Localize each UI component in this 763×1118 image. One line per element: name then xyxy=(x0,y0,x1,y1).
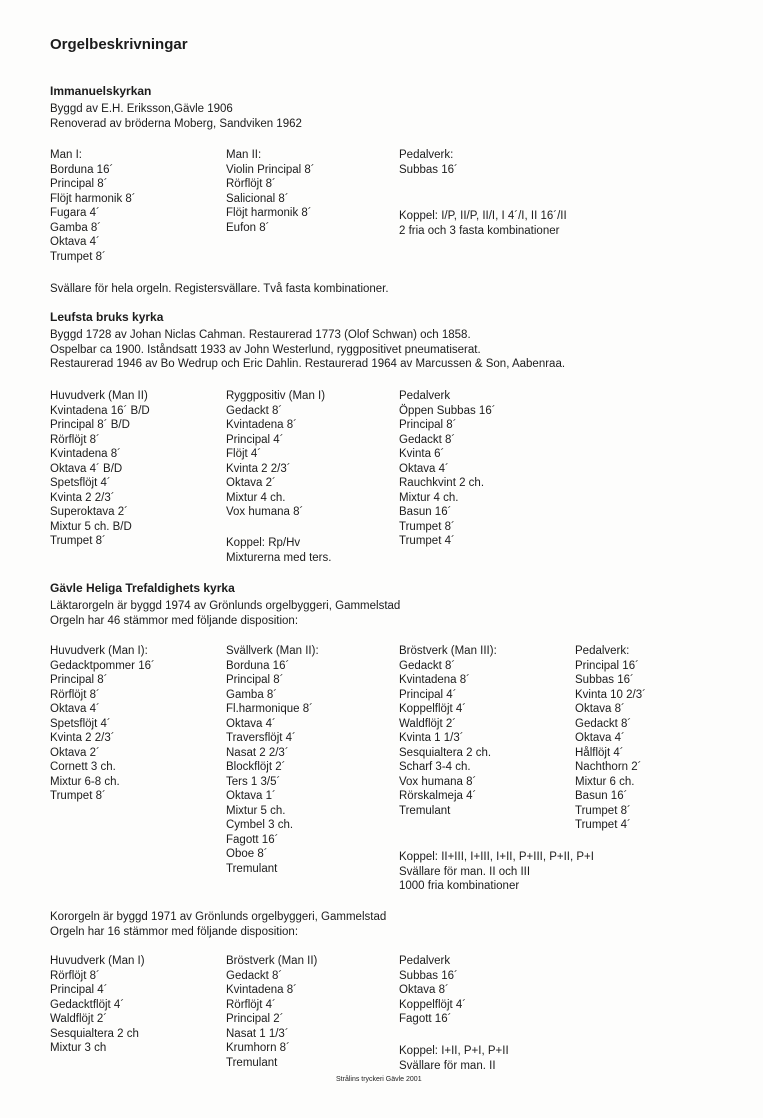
stop-item: Krumhorn 8´ xyxy=(226,1042,290,1054)
stop-item: Oktava 4´ B/D xyxy=(50,462,123,475)
stop-item: Trumpet 4´ xyxy=(575,819,631,831)
stop-item: Kvintadena 16´ B/D xyxy=(50,404,150,417)
gavle-pedal-list xyxy=(575,644,646,833)
stop-item: Basun 16´ xyxy=(399,506,452,518)
stop-item: Superoktava 2´ xyxy=(50,506,128,518)
stop-item: Hålflöjt 4´ xyxy=(575,746,624,759)
stop-item: Trumpet 8´ xyxy=(50,250,106,263)
stop-item: Mixtur 6 ch. xyxy=(575,775,635,788)
stop-item: Borduna 16´ xyxy=(226,659,290,672)
stop-item: Huvudverk (Man II) xyxy=(50,390,148,402)
text-line: Koppel: I+II, P+I, P+II xyxy=(399,1045,509,1057)
stop-item: Mixtur 4 ch. xyxy=(226,491,286,504)
stop-item: Rörflöjt 4´ xyxy=(226,998,276,1011)
stop-item: Principal 8´ xyxy=(50,674,108,686)
stop-item: Fl.harmonique 8´ xyxy=(226,703,313,715)
stop-item: Oktava 8´ xyxy=(399,984,449,996)
leufsta-coupler-info xyxy=(226,536,331,565)
gavle-intro xyxy=(50,599,400,628)
stop-item: Gedackt 8´ xyxy=(575,717,632,730)
stop-item: Gamba 8´ xyxy=(226,688,278,701)
text-line: Koppel: Rp/Hv xyxy=(226,537,301,549)
stop-item: Kvinta 2 2/3´ xyxy=(50,491,115,504)
text-line: Läktarorgeln är byggd 1974 av Grönlunds orgelbyggeri, Gammelstad xyxy=(50,600,401,612)
text-line: Orgeln har 46 stämmor med följande disposition: xyxy=(50,614,299,627)
stop-item: Trumpet 8´ xyxy=(575,804,631,817)
stop-item: Svällverk (Man II): xyxy=(226,645,319,657)
immanuel-man1-list xyxy=(50,148,136,264)
stop-item: Ryggpositiv (Man I) xyxy=(226,390,326,402)
stop-item: Fagott 16´ xyxy=(226,833,279,846)
stop-item: Tremulant xyxy=(226,1056,278,1069)
text-line: Orgeln har 16 stämmor med följande disposition: xyxy=(50,925,299,938)
stop-item: Öppen Subbas 16´ xyxy=(399,404,496,417)
stop-item: Oktava 1´ xyxy=(226,790,276,802)
stop-item: Mixtur 5 ch. xyxy=(226,804,286,817)
stop-item: Kvinta 6´ xyxy=(399,448,445,460)
stop-item: Kvinta 10 2/3´ xyxy=(575,688,646,701)
gavle-coupler-info xyxy=(399,850,594,894)
stop-item: Bröstverk (Man II) xyxy=(226,955,318,967)
stop-item: Traversflöjt 4´ xyxy=(226,732,296,744)
stop-item: Pedalverk xyxy=(399,390,451,402)
leufsta-pedal-list xyxy=(399,389,496,549)
stop-item: Gedacktpommer 16´ xyxy=(50,659,155,672)
stop-item: Gedacktflöjt 4´ xyxy=(50,998,125,1011)
text-line: Svällare för man. II xyxy=(399,1059,496,1072)
stop-item: Fagott 16´ xyxy=(399,1013,452,1025)
stop-item: Oktava 2´ xyxy=(226,477,276,489)
stop-item: Principal 4´ xyxy=(226,433,284,446)
kororgel-pedal-list xyxy=(399,954,466,1027)
text-line: Ospelbar ca 1900. Iståndsatt 1933 av John Westerlund, ryggpositivet pneumatiserat. xyxy=(50,343,481,356)
stop-item: Oktava 4´ xyxy=(50,703,100,715)
stop-item: Man II: xyxy=(226,149,262,161)
stop-item: Cymbel 3 ch. xyxy=(226,819,294,831)
stop-item: Huvudverk (Man I) xyxy=(50,955,145,967)
stop-item: Oktava 2´ xyxy=(50,746,100,759)
stop-item: Subbas 16´ xyxy=(399,163,458,176)
text-line: Svällare för man. II och III xyxy=(399,865,531,878)
text-line: Byggd 1728 av Johan Niclas Cahman. Restaurerad 1773 (Olof Schwan) och 1858. xyxy=(50,329,471,341)
stop-item: Rörflöjt 8´ xyxy=(50,969,100,982)
section-heading-gavle: Gävle Heliga Trefaldighets kyrka xyxy=(50,581,235,595)
stop-item: Eufon 8´ xyxy=(226,221,270,234)
stop-item: Rörflöjt 8´ xyxy=(50,688,100,701)
stop-item: Waldflöjt 2´ xyxy=(50,1013,108,1025)
kororgel-intro xyxy=(50,910,386,939)
stop-item: Principal 4´ xyxy=(399,688,457,701)
stop-item: Huvudverk (Man I): xyxy=(50,645,148,657)
text-line: Kororgeln är byggd 1971 av Grönlunds orgelbyggeri, Gammelstad xyxy=(50,911,387,923)
stop-item: Trumpet 8´ xyxy=(399,520,455,533)
stop-item: Principal 4´ xyxy=(50,984,108,996)
stop-item: Principal 2´ xyxy=(226,1013,284,1025)
stop-item: Rauchkvint 2 ch. xyxy=(399,477,485,489)
text-line: 2 fria och 3 fasta kombinationer xyxy=(399,224,560,237)
stop-item: Principal 8´ xyxy=(399,419,457,431)
text-line: Koppel: I/P, II/P, II/I, I 4´/I, II 16´/II xyxy=(399,210,567,222)
stop-item: Oktava 4´ xyxy=(226,717,276,730)
page-title: Orgelbeskrivningar xyxy=(50,36,188,53)
stop-item: Kvintadena 8´ xyxy=(50,448,121,460)
section-heading-immanuel: Immanuelskyrkan xyxy=(50,84,152,98)
kororgel-brostverk-list xyxy=(226,954,317,1070)
stop-item: Subbas 16´ xyxy=(575,674,634,686)
stop-item: Nasat 1 1/3´ xyxy=(226,1027,289,1040)
stop-item: Trumpet 4´ xyxy=(399,535,455,547)
stop-item: Gedackt 8´ xyxy=(226,969,283,982)
stop-item: Koppelflöjt 4´ xyxy=(399,703,467,715)
stop-item: Mixtur 6-8 ch. xyxy=(50,775,120,788)
stop-item: Mixtur 5 ch. B/D xyxy=(50,520,132,533)
stop-item: Gedackt 8´ xyxy=(399,433,456,446)
gavle-svallverk-list xyxy=(226,644,319,876)
stop-item: Pedalverk: xyxy=(575,645,630,657)
gavle-brostverk-list xyxy=(399,644,497,818)
leufsta-ryggpositiv-list xyxy=(226,389,325,520)
stop-item: Oktava 4´ xyxy=(575,732,625,744)
stop-item: Cornett 3 ch. xyxy=(50,761,116,773)
immanuel-man2-list xyxy=(226,148,315,235)
stop-item: Sesquialtera 2 ch xyxy=(50,1027,139,1040)
text-line: Koppel: II+III, I+III, I+II, P+III, P+II, P+I xyxy=(399,851,594,863)
stop-item: Kvinta 2 2/3´ xyxy=(50,732,115,744)
stop-item: Tremulant xyxy=(399,804,451,817)
stop-item: Nachthorn 2´ xyxy=(575,761,642,773)
stop-item: Gedackt 8´ xyxy=(399,659,456,672)
stop-item: Nasat 2 2/3´ xyxy=(226,746,289,759)
stop-item: Violin Principal 8´ xyxy=(226,163,315,176)
stop-item: Spetsflöjt 4´ xyxy=(50,717,111,730)
stop-item: Sesquialtera 2 ch. xyxy=(399,746,492,759)
immanuel-note: Svällare för hela orgeln. Registersvällare. Två fasta kombinationer. xyxy=(50,283,389,295)
stop-item: Flöjt harmonik 8´ xyxy=(226,207,312,219)
stop-item: Trumpet 8´ xyxy=(50,535,106,547)
stop-item: Flöjt 4´ xyxy=(226,448,262,460)
stop-item: Rörskalmeja 4´ xyxy=(399,790,477,802)
immanuel-coupler-info xyxy=(399,209,567,238)
stop-item: Salicional 8´ xyxy=(226,192,289,205)
stop-item: Kvinta 2 2/3´ xyxy=(226,462,291,475)
section-heading-leufsta: Leufsta bruks kyrka xyxy=(50,310,164,324)
stop-item: Vox humana 8´ xyxy=(399,775,477,788)
stop-item: Borduna 16´ xyxy=(50,163,114,176)
stop-item: Waldflöjt 2´ xyxy=(399,717,457,730)
immanuel-pedal-list xyxy=(399,148,458,177)
stop-item: Subbas 16´ xyxy=(399,969,458,982)
text-line: Renoverad av bröderna Moberg, Sandviken 1962 xyxy=(50,117,302,130)
stop-item: Gedackt 8´ xyxy=(226,404,283,417)
stop-item: Oktava 4´ xyxy=(399,462,449,475)
stop-item: Man I: xyxy=(50,149,82,161)
stop-item: Principal 8´ xyxy=(50,178,108,190)
stop-item: Tremulant xyxy=(226,862,278,875)
stop-item: Flöjt harmonik 8´ xyxy=(50,192,136,205)
stop-item: Principal 8´ B/D xyxy=(50,419,130,431)
text-line: 1000 fria kombinationer xyxy=(399,880,520,892)
stop-item: Vox humana 8´ xyxy=(226,506,304,518)
kororgel-huvudverk-list xyxy=(50,954,145,1056)
stop-item: Ters 1 3/5´ xyxy=(226,775,281,788)
text-line: Restaurerad 1946 av Bo Wedrup och Eric Dahlin. Restaurerad 1964 av Marcussen & Son, Aabenraa. xyxy=(50,358,566,370)
text-line: Byggd av E.H. Eriksson,Gävle 1906 xyxy=(50,103,233,115)
kororgel-coupler-info xyxy=(399,1044,509,1073)
stop-item: Kvintadena 8´ xyxy=(399,674,470,686)
stop-item: Rörflöjt 8´ xyxy=(50,433,100,446)
text-line: Mixturerna med ters. xyxy=(226,551,332,564)
stop-item: Pedalverk xyxy=(399,955,451,967)
stop-item: Scharf 3-4 ch. xyxy=(399,761,471,773)
stop-item: Mixtur 4 ch. xyxy=(399,491,459,504)
stop-item: Trumpet 8´ xyxy=(50,790,106,802)
leufsta-intro xyxy=(50,328,565,372)
stop-item: Kvinta 1 1/3´ xyxy=(399,732,464,744)
printer-footer: Strålins tryckeri Gävle 2001 xyxy=(336,1076,422,1083)
stop-item: Oktava 4´ xyxy=(50,236,100,248)
stop-item: Rörflöjt 8´ xyxy=(226,178,276,190)
stop-item: Mixtur 3 ch xyxy=(50,1042,107,1054)
stop-item: Kvintadena 8´ xyxy=(226,419,297,431)
stop-item: Bröstverk (Man III): xyxy=(399,645,497,657)
stop-item: Basun 16´ xyxy=(575,790,628,802)
stop-item: Pedalverk: xyxy=(399,149,454,161)
stop-item: Principal 16´ xyxy=(575,659,639,672)
stop-item: Principal 8´ xyxy=(226,674,284,686)
stop-item: Gamba 8´ xyxy=(50,221,102,234)
stop-item: Blockflöjt 2´ xyxy=(226,761,286,773)
stop-item: Oktava 8´ xyxy=(575,703,625,715)
stop-item: Fugara 4´ xyxy=(50,207,100,219)
immanuel-intro xyxy=(50,102,302,131)
leufsta-huvudverk-list xyxy=(50,389,150,549)
stop-item: Koppelflöjt 4´ xyxy=(399,998,467,1011)
stop-item: Oboe 8´ xyxy=(226,848,268,860)
stop-item: Kvintadena 8´ xyxy=(226,984,297,996)
gavle-huvudverk-list xyxy=(50,644,155,804)
stop-item: Spetsflöjt 4´ xyxy=(50,477,111,489)
